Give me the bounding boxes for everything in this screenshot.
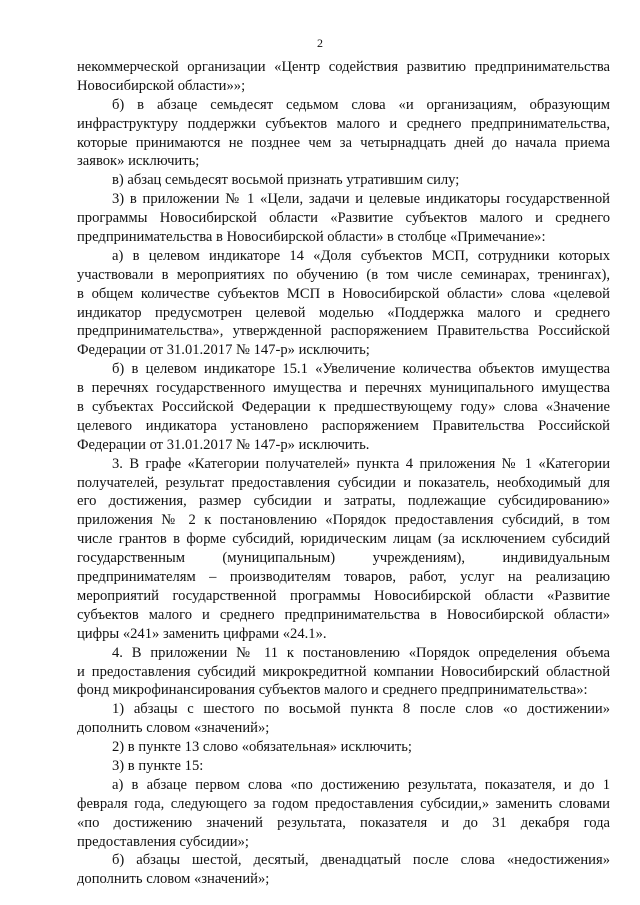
text-line: дополнить словом «значений»;: [77, 871, 270, 888]
text-line: дополнить словом «значений»;: [77, 720, 270, 737]
text-line: предпринимательства в Новосибирской области» в столбце «Примечание»:: [77, 229, 546, 246]
text-line: и предоставления субсидий микрокредитной компании Новосибирский областной: [77, 663, 610, 680]
text-line: предпринимателям – производителям товаров, работ, услуг на реализацию: [77, 569, 610, 586]
text-line: государственным (муниципальным) учреждениям), индивидуальным: [77, 550, 610, 567]
text-line: б) в абзаце семьдесят седьмом слова «и организациям, образующим: [112, 96, 610, 113]
text-line: б) в целевом индикаторе 15.1 «Увеличение количества объектов имущества: [112, 361, 610, 378]
text-line: 3) в приложении № 1 «Цели, задачи и целевые индикаторы государственной: [112, 191, 610, 208]
text-line: в общем количестве субъектов МСП в Новосибирской области» слова «целевой: [77, 285, 610, 302]
text-line: мероприятий государственной программы Новосибирской области «Развитие: [77, 587, 610, 604]
text-line: б) абзацы шестой, десятый, двенадцатый после слова «недостижения»: [112, 852, 610, 869]
text-line: участвовали в мероприятиях по обучению (в том числе семинарах, тренингах),: [77, 266, 610, 283]
text-line: в субъектах Российской Федерации к предшествующему году» слова «Значение: [77, 399, 610, 416]
text-line: индикатор предусмотрен целевой моделью «Поддержка малого и среднего: [77, 304, 610, 321]
text-line: а) в абзаце первом слова «по достижению результата, показателя, и до 1: [112, 776, 610, 793]
text-line: в перечнях государственного имущества и перечнях муниципального имущества: [77, 380, 610, 397]
text-line: Федерации от 31.01.2017 № 147-р» исключить;: [77, 342, 370, 359]
text-line: цифры «241» заменить цифрами «24.1».: [77, 625, 327, 642]
text-line: предпринимательства», утвержденной распоряжением Правительства Российской: [77, 323, 610, 340]
text-line: фонд микрофинансирования субъектов малого и среднего предпринимательства»:: [77, 682, 588, 699]
text-line: его достижения, размер субсидии и затраты, подлежащие субсидированию»: [77, 493, 610, 510]
text-line: 2) в пункте 13 слово «обязательная» исключить;: [112, 739, 412, 756]
text-line: 4. В приложении № 11 к постановлению «Порядок определения объема: [112, 644, 610, 661]
text-line: приложения № 2 к постановлению «Порядок предоставления субсидий, в том: [77, 512, 610, 529]
text-line: февраля года, следующего за годом предоставления субсидии,» заменить словами: [77, 795, 610, 812]
text-line: инфраструктуру поддержки субъектов малого и среднего предпринимательства,: [77, 115, 610, 132]
text-line: Федерации от 31.01.2017 № 147-р» исключить.: [77, 436, 370, 453]
text-line: заявок» исключить;: [77, 153, 200, 170]
text-line: «по достижению значений результата, показателя и до 31 декабря года: [77, 814, 610, 831]
text-line: целевого индикатора установлено распоряжением Правительства Российской: [77, 417, 610, 434]
text-line: числе грантов в форме субсидий, юридическим лицам (за исключением субсидий: [77, 531, 610, 548]
text-line: 1) абзацы с шестого по восьмой пункта 8 после слов «о достижении»: [112, 701, 610, 718]
text-line: субъектов малого и среднего предпринимательства в Новосибирской области»: [77, 606, 610, 623]
text-line: получателей, результат предоставления субсидии и показатель, необходимый для: [77, 474, 610, 491]
text-line: а) в целевом индикаторе 14 «Доля субъектов МСП, сотрудники которых: [112, 247, 610, 264]
text-line: 3) в пункте 15:: [112, 757, 204, 774]
text-line: которые принимаются не позднее чем за четырнадцать дней до начала приема: [77, 134, 610, 151]
text-line: программы Новосибирской области «Развитие субъектов малого и среднего: [77, 210, 610, 227]
text-line: 3. В графе «Категории получателей» пункта 4 приложения № 1 «Категории: [112, 455, 610, 472]
document-body: [77, 58, 610, 889]
text-line: Новосибирской области»»;: [77, 77, 246, 94]
text-line: в) абзац семьдесят восьмой признать утратившим силу;: [112, 172, 460, 189]
text-line: предоставления субсидии»;: [77, 833, 249, 850]
text-line: некоммерческой организации «Центр содействия развитию предпринимательства: [77, 59, 610, 75]
page-number: 2: [317, 36, 323, 50]
